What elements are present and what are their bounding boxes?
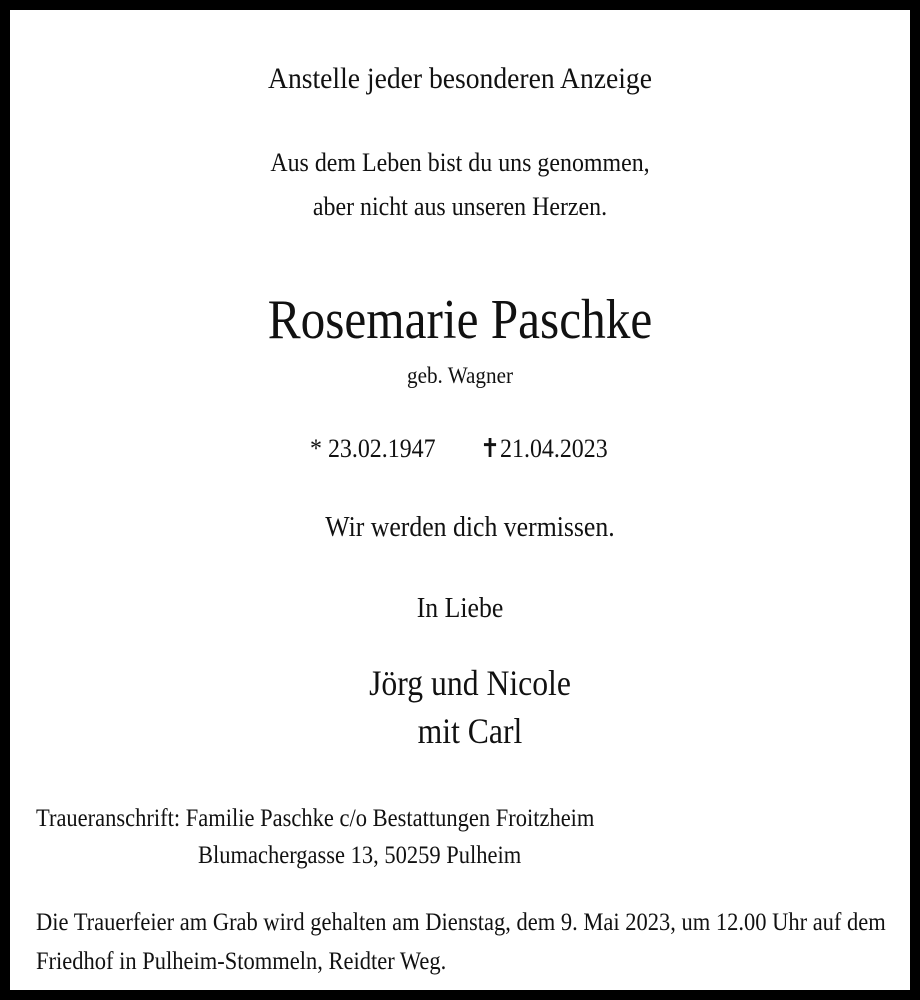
in-love-text: In Liebe	[416, 593, 504, 624]
address-line-1: Familie Paschke c/o Bestattungen Froitzheim	[185, 805, 595, 832]
address-label: Traueranschrift:	[36, 805, 181, 832]
address-row-1	[36, 800, 594, 837]
birth-date: * 23.02.1947	[310, 434, 436, 463]
deceased-name: Rosemarie Paschke	[267, 289, 653, 351]
address-line-2: Blumachergasse 13, 50259 Pulheim	[198, 842, 522, 869]
intro-line: Anstelle jeder besonderen Anzeige	[268, 62, 652, 95]
family-line-2: mit Carl	[417, 711, 523, 751]
family-line-1: Jörg und Nicole	[369, 663, 571, 703]
quote-line-2: aber nicht aus unseren Herzen.	[312, 192, 608, 221]
quote-line-1: Aus dem Leben bist du uns genommen,	[270, 148, 650, 177]
address-row-2	[36, 837, 594, 874]
mourning-address	[36, 800, 594, 874]
maiden-name: geb. Wagner	[406, 363, 514, 388]
ceremony-text: Die Trauerfeier am Grab wird gehalten am Dienstag, dem 9. Mai 2023, um 12.00 Uhr auf dem Friedhof in Pulheim-Stommeln, Reidter Weg.	[36, 909, 886, 975]
death-date: ✝21.04.2023	[480, 434, 608, 463]
miss-text: Wir werden dich vermissen.	[325, 512, 615, 543]
